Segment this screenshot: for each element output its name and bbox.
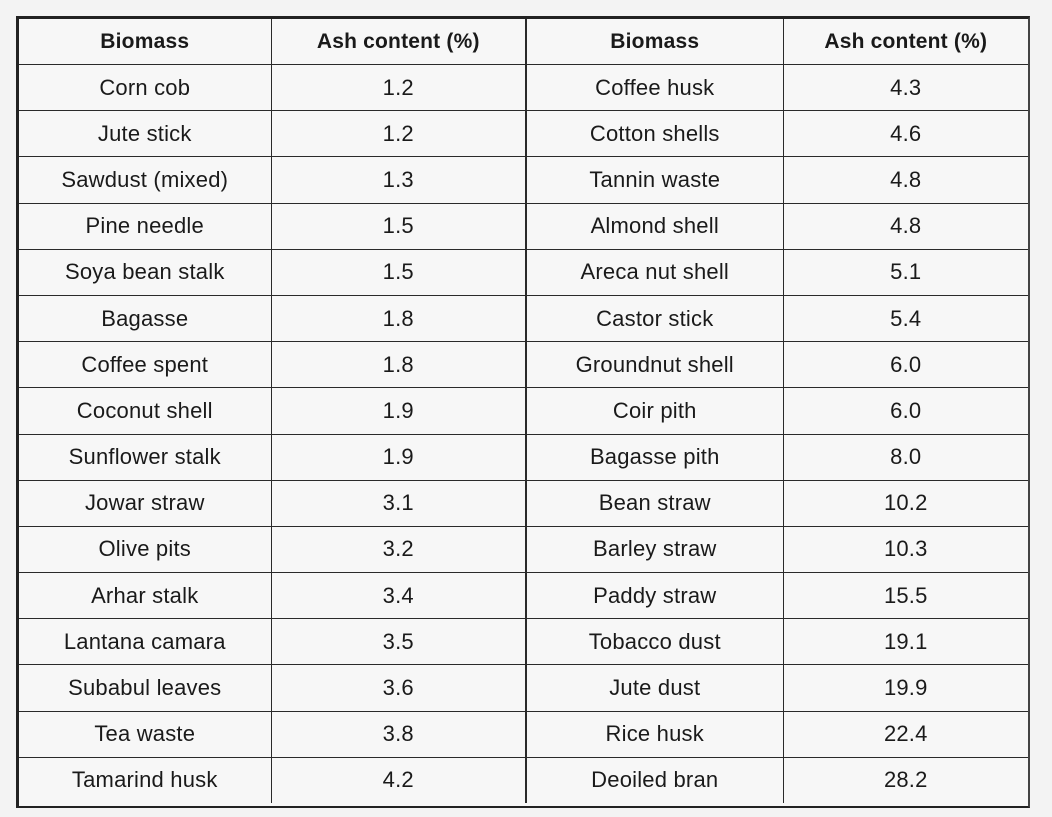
ash-right-cell: 22.4 [783, 711, 1028, 757]
table-row [19, 203, 1028, 249]
biomass-right-cell: Almond shell [526, 203, 783, 249]
biomass-right-cell: Castor stick [526, 295, 783, 341]
ash-left-cell: 4.2 [271, 757, 526, 803]
ash-left-cell: 3.8 [271, 711, 526, 757]
biomass-right-cell: Paddy straw [526, 573, 783, 619]
ash-left-cell: 1.5 [271, 203, 526, 249]
ash-content-table [19, 19, 1028, 803]
table-row [19, 665, 1028, 711]
ash-left-cell: 3.1 [271, 480, 526, 526]
biomass-left-cell: Sunflower stalk [19, 434, 271, 480]
ash-left-cell: 3.2 [271, 526, 526, 572]
ash-left-cell: 3.6 [271, 665, 526, 711]
table-row [19, 480, 1028, 526]
ash-right-cell: 10.2 [783, 480, 1028, 526]
table-row [19, 157, 1028, 203]
ash-right-cell: 6.0 [783, 342, 1028, 388]
biomass-left-cell: Bagasse [19, 295, 271, 341]
ash-content-table-frame [16, 16, 1030, 808]
header-biomass-right: Biomass [526, 19, 783, 65]
table-row [19, 434, 1028, 480]
table-row [19, 295, 1028, 341]
table-row [19, 65, 1028, 111]
ash-left-cell: 1.8 [271, 342, 526, 388]
ash-right-cell: 4.8 [783, 157, 1028, 203]
biomass-right-cell: Rice husk [526, 711, 783, 757]
ash-left-cell: 1.8 [271, 295, 526, 341]
ash-right-cell: 15.5 [783, 573, 1028, 619]
table-body [19, 65, 1028, 804]
ash-right-cell: 10.3 [783, 526, 1028, 572]
biomass-right-cell: Barley straw [526, 526, 783, 572]
table-row [19, 342, 1028, 388]
table-row [19, 711, 1028, 757]
biomass-left-cell: Tea waste [19, 711, 271, 757]
biomass-left-cell: Arhar stalk [19, 573, 271, 619]
header-ash-content-right: Ash content (%) [783, 19, 1028, 65]
table-row [19, 249, 1028, 295]
table-row [19, 111, 1028, 157]
biomass-right-cell: Groundnut shell [526, 342, 783, 388]
ash-right-cell: 4.8 [783, 203, 1028, 249]
biomass-left-cell: Coconut shell [19, 388, 271, 434]
header-ash-content-left: Ash content (%) [271, 19, 526, 65]
biomass-left-cell: Soya bean stalk [19, 249, 271, 295]
ash-left-cell: 3.5 [271, 619, 526, 665]
ash-right-cell: 6.0 [783, 388, 1028, 434]
biomass-right-cell: Coir pith [526, 388, 783, 434]
ash-right-cell: 4.3 [783, 65, 1028, 111]
biomass-left-cell: Sawdust (mixed) [19, 157, 271, 203]
ash-left-cell: 1.5 [271, 249, 526, 295]
biomass-right-cell: Bagasse pith [526, 434, 783, 480]
biomass-right-cell: Cotton shells [526, 111, 783, 157]
biomass-left-cell: Lantana camara [19, 619, 271, 665]
biomass-right-cell: Coffee husk [526, 65, 783, 111]
biomass-left-cell: Olive pits [19, 526, 271, 572]
biomass-right-cell: Areca nut shell [526, 249, 783, 295]
ash-left-cell: 1.9 [271, 434, 526, 480]
biomass-left-cell: Pine needle [19, 203, 271, 249]
table-row [19, 757, 1028, 803]
ash-right-cell: 19.1 [783, 619, 1028, 665]
header-biomass-left: Biomass [19, 19, 271, 65]
table-row [19, 388, 1028, 434]
table-row [19, 573, 1028, 619]
biomass-right-cell: Tannin waste [526, 157, 783, 203]
biomass-left-cell: Subabul leaves [19, 665, 271, 711]
biomass-left-cell: Jute stick [19, 111, 271, 157]
table-header-row [19, 19, 1028, 65]
table-row [19, 619, 1028, 665]
ash-left-cell: 1.9 [271, 388, 526, 434]
biomass-right-cell: Tobacco dust [526, 619, 783, 665]
biomass-right-cell: Jute dust [526, 665, 783, 711]
ash-right-cell: 4.6 [783, 111, 1028, 157]
ash-right-cell: 5.1 [783, 249, 1028, 295]
biomass-right-cell: Deoiled bran [526, 757, 783, 803]
biomass-left-cell: Corn cob [19, 65, 271, 111]
ash-left-cell: 1.3 [271, 157, 526, 203]
biomass-left-cell: Jowar straw [19, 480, 271, 526]
ash-right-cell: 28.2 [783, 757, 1028, 803]
biomass-left-cell: Coffee spent [19, 342, 271, 388]
biomass-right-cell: Bean straw [526, 480, 783, 526]
ash-left-cell: 3.4 [271, 573, 526, 619]
ash-left-cell: 1.2 [271, 111, 526, 157]
ash-right-cell: 19.9 [783, 665, 1028, 711]
biomass-left-cell: Tamarind husk [19, 757, 271, 803]
table-row [19, 526, 1028, 572]
ash-right-cell: 8.0 [783, 434, 1028, 480]
ash-right-cell: 5.4 [783, 295, 1028, 341]
ash-left-cell: 1.2 [271, 65, 526, 111]
